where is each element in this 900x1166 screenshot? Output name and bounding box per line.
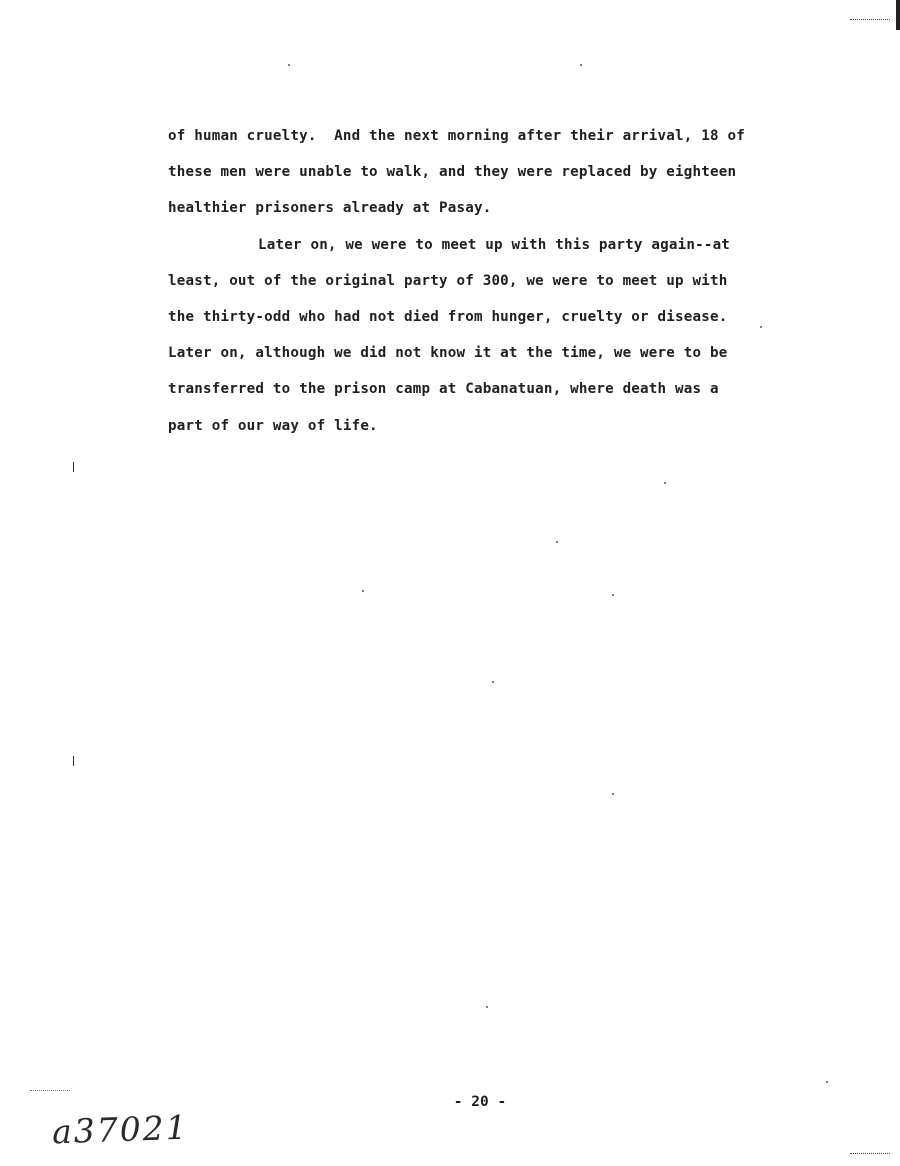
text-line: healthier prisoners already at Pasay. xyxy=(168,200,492,217)
paragraph xyxy=(168,118,778,227)
scan-speck xyxy=(362,590,364,592)
text-line: transferred to the prison camp at Cabanatuan, where death was a xyxy=(168,381,719,398)
scan-edge-mark xyxy=(896,0,900,30)
scan-speck xyxy=(612,594,614,596)
text-line: part of our way of life. xyxy=(168,417,378,434)
scan-speck xyxy=(826,1081,828,1083)
text-line: these men were unable to walk, and they were replaced by eighteen xyxy=(168,164,737,181)
scan-speck xyxy=(612,793,614,795)
scan-speck xyxy=(486,1006,488,1008)
scan-speck xyxy=(288,64,290,66)
margin-mark xyxy=(73,462,74,472)
text-line: the thirty-odd who had not died from hunger, cruelty or disease. xyxy=(168,308,728,325)
document-body xyxy=(168,118,778,444)
page-number: - 20 - xyxy=(453,1094,507,1110)
scan-artifact-dots xyxy=(30,1090,70,1093)
text-line: Later on, we were to meet up with this party again--at xyxy=(258,236,731,253)
scan-artifact-dots xyxy=(850,19,890,22)
scan-speck xyxy=(492,681,494,683)
text-line: of human cruelty. And the next morning after their arrival, 18 of xyxy=(168,128,745,144)
scan-artifact-dots xyxy=(850,1153,890,1156)
text-line: Later on, although we did not know it at the time, we were to be xyxy=(168,345,728,362)
paragraph xyxy=(168,227,778,444)
scan-speck xyxy=(556,541,558,543)
handwritten-archive-number: a37021 xyxy=(51,1107,190,1152)
margin-mark xyxy=(73,756,74,766)
text-line: least, out of the original party of 300, we were to meet up with xyxy=(168,272,728,289)
scan-speck xyxy=(664,482,666,484)
scan-speck xyxy=(580,64,582,66)
